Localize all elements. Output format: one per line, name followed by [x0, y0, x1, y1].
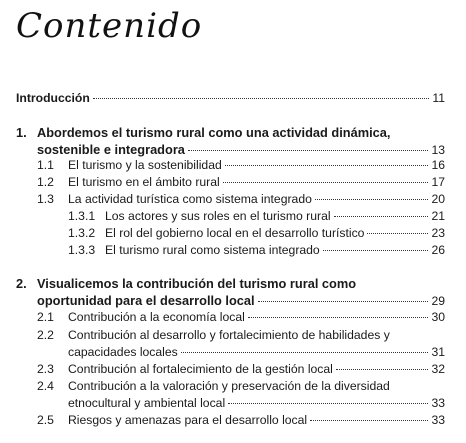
toc-entry-section-2[interactable] — [37, 293, 445, 309]
section-1-num: 1. — [16, 125, 27, 140]
toc-label[interactable]: Contribución al desarrollo y fortalecimiento de habilidades y — [68, 328, 390, 342]
toc-entry-1-2[interactable] — [37, 175, 445, 190]
toc-label: Contribución al fortalecimiento de la gestión local — [68, 362, 333, 376]
leader-dots — [367, 233, 428, 234]
toc-label-cont: capacidades locales — [68, 345, 178, 359]
leader-dots — [248, 317, 429, 318]
section-2-title-line1[interactable]: Visualicemos la contribución del turismo rural como — [37, 276, 357, 291]
page-title: Contenido — [16, 6, 203, 46]
toc-entry-2-4[interactable] — [68, 396, 445, 411]
toc-entry-1-1[interactable] — [37, 158, 445, 173]
toc-label: El turismo rural como sistema integrado — [105, 243, 320, 257]
toc-entry-2-1[interactable] — [37, 310, 445, 325]
leader-dots — [93, 98, 430, 99]
toc-label: Contribución a la economía local — [68, 310, 245, 324]
toc-num: 1.3.3 — [68, 243, 96, 257]
toc-entry-2-5[interactable] — [37, 413, 445, 428]
toc-page: 20 — [431, 192, 445, 206]
toc-page: 29 — [431, 294, 445, 308]
leader-dots — [228, 403, 428, 404]
toc-label: La actividad turística como sistema integrado — [68, 192, 312, 206]
toc-num: 1.3.2 — [68, 226, 96, 240]
leader-dots — [188, 150, 429, 151]
leader-dots — [181, 352, 429, 353]
toc-entry-1-3-3[interactable] — [68, 243, 445, 258]
leader-dots — [323, 250, 429, 251]
leader-dots — [315, 199, 429, 200]
toc-entry-intro[interactable] — [16, 91, 445, 106]
toc-label: Introducción — [16, 91, 90, 105]
toc-label-cont: etnocultural y ambiental local — [68, 396, 226, 410]
toc-num: 2.1 — [37, 310, 54, 324]
toc-page: 32 — [431, 362, 445, 376]
toc-label: El turismo en el ámbito rural — [68, 175, 220, 189]
toc-entry-2-3[interactable] — [37, 362, 445, 377]
toc-num: 1.3.1 — [68, 209, 96, 223]
leader-dots — [258, 301, 429, 302]
leader-dots — [223, 182, 429, 183]
toc-num: 2.3 — [37, 362, 54, 376]
toc-label: El turismo y la sostenibilidad — [68, 158, 222, 172]
leader-dots — [225, 165, 429, 166]
toc-entry-2-2[interactable] — [68, 345, 445, 360]
toc-page: 21 — [431, 209, 445, 223]
toc-label: El rol del gobierno local en el desarrollo turístico — [105, 226, 365, 240]
toc-page: 13 — [431, 143, 445, 157]
toc-page: 23 — [431, 226, 445, 240]
leader-dots — [334, 216, 429, 217]
toc-num: 1.1 — [37, 158, 54, 172]
toc-entry-section-1[interactable] — [37, 142, 445, 158]
toc-page: 11 — [432, 91, 445, 105]
section-1-title-line2: sostenible e integradora — [37, 142, 185, 157]
toc-num: 2.4 — [37, 379, 54, 393]
toc-label: Los actores y sus roles en el turismo rural — [105, 209, 331, 223]
section-2-num: 2. — [16, 276, 27, 291]
toc-num: 2.5 — [37, 413, 54, 427]
toc-label: Riesgos y amenazas para el desarrollo local — [68, 413, 308, 427]
toc-page: 16 — [431, 158, 445, 172]
toc-entry-1-3-2[interactable] — [68, 226, 445, 241]
toc-num: 1.3 — [37, 192, 54, 206]
toc-page: 17 — [431, 175, 445, 189]
toc-page: 33 — [431, 396, 445, 410]
section-2-title-line2: oportunidad para el desarrollo local — [37, 293, 255, 308]
toc-label[interactable]: Contribución a la valoración y preservación de la diversidad — [68, 379, 390, 393]
leader-dots — [310, 420, 428, 421]
toc-page: 33 — [431, 413, 445, 427]
section-1-title-line1[interactable]: Abordemos el turismo rural como una actividad dinámica, — [37, 125, 391, 140]
toc-page: 31 — [431, 345, 445, 359]
leader-dots — [336, 369, 429, 370]
toc-num: 1.2 — [37, 175, 54, 189]
toc-entry-1-3-1[interactable] — [68, 209, 445, 224]
toc-entry-1-3[interactable] — [37, 192, 445, 207]
toc-num: 2.2 — [37, 328, 54, 342]
toc-page: 26 — [431, 243, 445, 257]
toc-page: 30 — [431, 310, 445, 324]
